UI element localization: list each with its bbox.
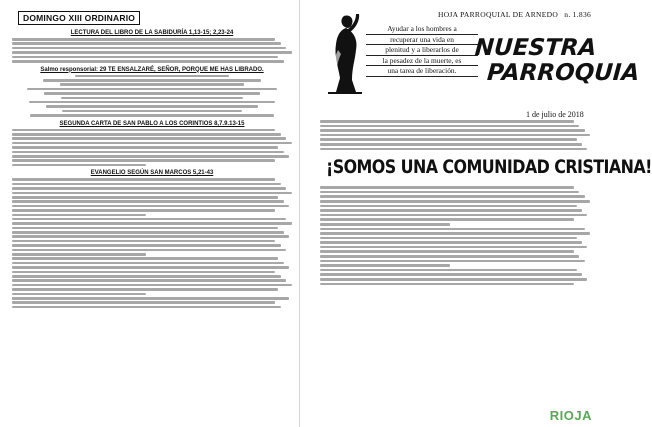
text-line — [12, 214, 146, 217]
text-line — [320, 273, 582, 276]
text-line — [12, 297, 289, 300]
intro-text — [320, 120, 590, 150]
text-line — [12, 293, 146, 296]
text-line — [12, 257, 278, 260]
text-line — [320, 191, 579, 194]
text-line — [12, 142, 292, 145]
text-line — [12, 279, 286, 282]
text-line — [320, 232, 590, 235]
text-line — [12, 151, 284, 154]
text-line — [46, 105, 259, 108]
rioja-logo: RIOJA — [549, 408, 592, 423]
text-line — [12, 192, 292, 195]
text-line — [12, 266, 289, 269]
text-line — [12, 235, 289, 238]
motto-block — [366, 24, 478, 77]
text-line — [12, 129, 275, 132]
motto-line: la pesadez de la muerte, es — [366, 56, 478, 67]
text-line — [320, 223, 450, 226]
text-line — [12, 47, 286, 50]
text-line — [320, 260, 585, 263]
text-line — [320, 264, 450, 267]
text-line — [12, 178, 275, 181]
text-line — [320, 228, 585, 231]
text-line — [320, 186, 574, 189]
text-line — [320, 143, 582, 146]
text-line — [12, 240, 275, 243]
reading-section-3 — [12, 121, 292, 167]
text-line — [12, 231, 284, 234]
text-line — [320, 241, 582, 244]
motto-line: plenitud y a liberarlos de — [366, 45, 478, 56]
text-line — [320, 125, 579, 128]
bulletin-logo — [472, 36, 642, 86]
text-line — [12, 244, 281, 247]
text-line — [320, 278, 587, 281]
text-line — [320, 250, 574, 253]
text-line — [12, 133, 281, 136]
text-line — [12, 38, 275, 41]
text-line — [12, 155, 289, 158]
issue-date: 1 de julio de 2018 — [526, 110, 584, 119]
reading-section-1 — [12, 30, 292, 63]
text-line — [30, 114, 274, 117]
masthead — [320, 6, 641, 119]
text-line — [12, 183, 281, 186]
text-line — [12, 146, 278, 149]
text-line — [12, 51, 292, 54]
text-line — [12, 253, 146, 256]
text-line — [320, 255, 579, 258]
text-line — [12, 218, 286, 221]
text-line — [320, 120, 574, 123]
text-line — [12, 288, 278, 291]
sunday-title: DOMINGO XIII ORDINARIO — [18, 11, 140, 25]
text-line — [320, 134, 590, 137]
praying-figure-icon — [326, 10, 364, 94]
bulletin-header — [438, 10, 591, 19]
text-line — [12, 249, 286, 252]
text-line — [320, 205, 577, 208]
gospel-heading: EVANGELIO SEGÚN SAN MARCOS 5,21-43 — [90, 170, 214, 177]
text-line — [12, 205, 289, 208]
text-line — [12, 159, 275, 162]
motto-line: una tarea de liberación. — [366, 66, 478, 77]
text-line — [12, 275, 281, 278]
psalm-heading: Salmo responsorial: 29 TE ENSALZARÉ, SEÑOR, PORQUE ME HAS LIBRADO. — [40, 66, 264, 73]
text-line — [12, 301, 275, 304]
text-line — [12, 60, 284, 63]
text-line — [12, 196, 278, 199]
text-line — [12, 271, 275, 274]
brand-line-1: NUESTRA — [474, 35, 598, 61]
main-headline: ¡SOMOS UNA COMUNIDAD CRISTIANA! — [326, 156, 652, 179]
psalm-text — [12, 75, 292, 117]
second-reading-text — [12, 129, 292, 167]
left-page — [0, 0, 300, 427]
reading-section-4 — [12, 170, 292, 308]
text-line — [12, 137, 286, 140]
text-line — [320, 148, 587, 151]
text-line — [320, 246, 587, 249]
text-line — [62, 110, 241, 113]
text-line — [60, 83, 245, 86]
text-line — [320, 269, 577, 272]
text-line — [320, 214, 587, 217]
text-line — [12, 187, 286, 190]
text-line — [44, 92, 260, 95]
right-page — [300, 0, 652, 427]
text-line — [12, 209, 275, 212]
text-line — [320, 138, 577, 141]
gospel-text — [12, 178, 292, 308]
text-line — [29, 101, 275, 104]
text-line — [12, 42, 281, 45]
text-line — [43, 79, 261, 82]
text-line — [320, 209, 582, 212]
text-line — [12, 164, 146, 167]
text-line — [12, 284, 292, 287]
text-line — [12, 200, 284, 203]
bulletin-name: HOJA PARROQUIAL DE ARNEDO — [438, 10, 559, 19]
text-line — [12, 262, 284, 265]
text-line — [320, 283, 574, 286]
article-text — [320, 186, 590, 285]
text-line — [320, 237, 577, 240]
brand-line-2: PARROQUIA — [486, 60, 641, 86]
text-line — [320, 129, 585, 132]
text-line — [12, 227, 278, 230]
text-line — [27, 88, 276, 91]
first-reading-heading: LECTURA DEL LIBRO DE LA SABIDURÍA 1,13-15; 2,23-24 — [70, 30, 234, 36]
second-reading-heading: SEGUNDA CARTA DE SAN PABLO A LOS CORINTIOS 8,7.9.13-15 — [59, 120, 245, 127]
motto-line: recuperar una vida en — [366, 35, 478, 46]
text-line — [12, 222, 292, 225]
first-reading-text — [12, 38, 292, 63]
reading-section-2 — [12, 67, 292, 117]
text-line — [61, 97, 243, 100]
motto-line: Ayudar a los hombres a — [366, 24, 478, 35]
issue-number: n. 1.836 — [564, 10, 592, 19]
text-line — [320, 218, 574, 221]
text-line — [320, 200, 590, 203]
text-line — [75, 75, 229, 78]
text-line — [12, 306, 281, 309]
text-line — [320, 195, 585, 198]
text-line — [12, 56, 278, 59]
